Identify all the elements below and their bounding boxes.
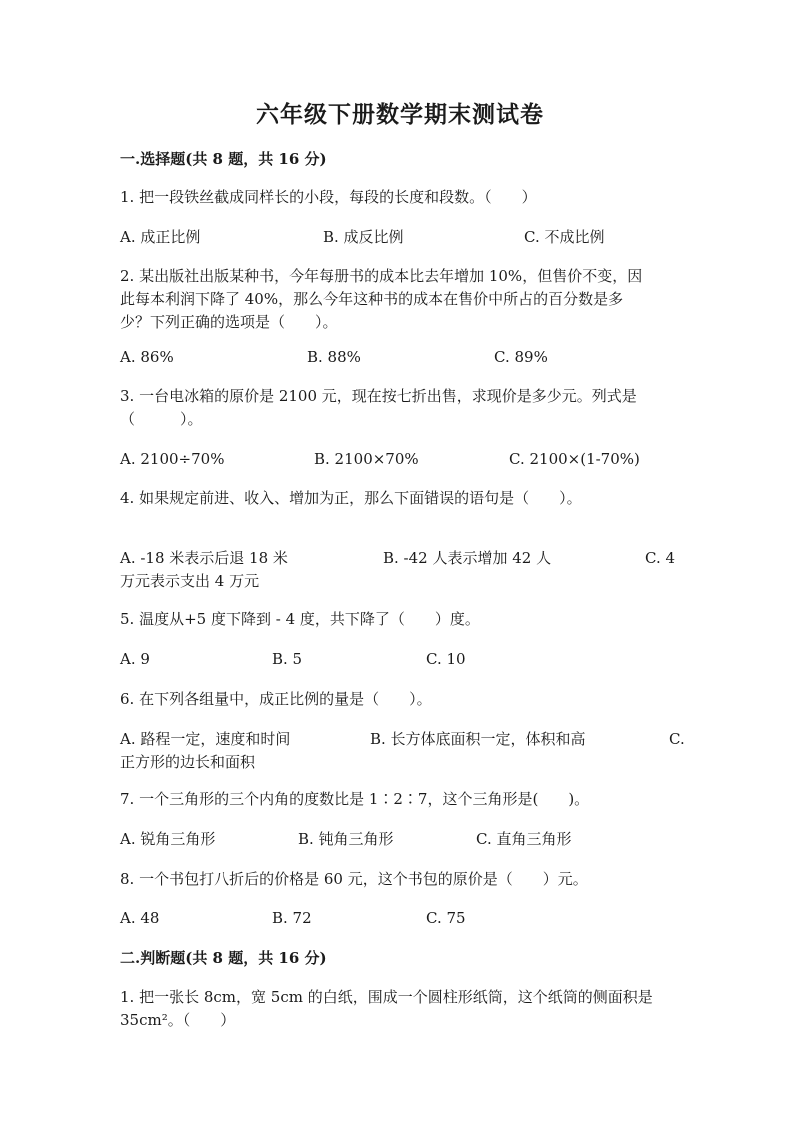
- question-7-option-b: B. 钝角三角形: [298, 830, 394, 848]
- question-4-option-b: B. -42 人表示增加 42 人: [383, 549, 552, 567]
- question-2-option-b: B. 88%: [307, 348, 361, 366]
- question-4-option-c: C. 4: [645, 549, 676, 567]
- question-6-option-c: C.: [669, 730, 685, 748]
- question-7-option-c: C. 直角三角形: [476, 830, 572, 848]
- question-7-option-a: A. 锐角三角形: [120, 830, 216, 848]
- question-6-option-c-continued: 正方形的边长和面积: [120, 753, 256, 771]
- question-2-option-a: A. 86%: [120, 348, 174, 366]
- judgement-question-1-text-line-1: 1. 把一张长 8cm，宽 5cm 的白纸，围成一个圆柱形纸筒，这个纸筒的侧面积是: [120, 988, 653, 1006]
- question-8-option-c: C. 75: [426, 909, 466, 927]
- question-1-option-a: A. 成正比例: [120, 228, 201, 246]
- question-4-option-c-continued: 万元表示支出 4 万元: [120, 572, 260, 590]
- question-2-text-line-1: 2. 某出版社出版某种书，今年每册书的成本比去年增加 10%，但售价不变，因: [120, 267, 643, 285]
- question-6-text: 6. 在下列各组量中，成正比例的量是（ ）。: [120, 690, 432, 708]
- judgement-question-1-text-line-2: 35cm²。（ ）: [120, 1011, 236, 1029]
- question-8-text: 8. 一个书包打八折后的价格是 60 元，这个书包的原价是（ ）元。: [120, 870, 588, 888]
- question-1-option-c: C. 不成比例: [524, 228, 605, 246]
- question-5-option-b: B. 5: [272, 650, 303, 668]
- question-4-text: 4. 如果规定前进、收入、增加为正，那么下面错误的语句是（ ）。: [120, 489, 582, 507]
- question-5-option-a: A. 9: [120, 650, 150, 668]
- question-3-option-b: B. 2100×70%: [314, 450, 419, 468]
- question-2-text-line-3: 少？下列正确的选项是（ ）。: [120, 313, 338, 331]
- question-5-option-c: C. 10: [426, 650, 466, 668]
- question-7-text: 7. 一个三角形的三个内角的度数比是 1∶2∶7，这个三角形是( )。: [120, 790, 590, 808]
- section-heading-judgement: 二.判断题(共 8 题，共 16 分): [120, 949, 327, 967]
- question-2-text-line-2: 此每本利润下降了 40%，那么今年这种书的成本在售价中所占的百分数是多: [120, 290, 624, 308]
- question-4-option-a: A. -18 米表示后退 18 米: [120, 549, 288, 567]
- question-6-option-a: A. 路程一定，速度和时间: [120, 730, 291, 748]
- question-5-text: 5. 温度从+5 度下降到 - 4 度，共下降了（ ）度。: [120, 610, 480, 628]
- question-6-option-b: B. 长方体底面积一定，体积和高: [370, 730, 586, 748]
- question-2-option-c: C. 89%: [494, 348, 548, 366]
- page-title: 六年级下册数学期末测试卷: [256, 101, 544, 128]
- question-8-option-b: B. 72: [272, 909, 312, 927]
- question-8-option-a: A. 48: [120, 909, 160, 927]
- question-1-option-b: B. 成反比例: [323, 228, 404, 246]
- question-1-text: 1. 把一段铁丝截成同样长的小段，每段的长度和段数。（ ）: [120, 188, 537, 206]
- section-heading-choice: 一.选择题(共 8 题，共 16 分): [120, 150, 327, 168]
- question-3-option-c: C. 2100×(1-70%): [509, 450, 640, 468]
- question-3-text-line-2: （ ）。: [120, 410, 203, 428]
- question-3-text-line-1: 3. 一台电冰箱的原价是 2100 元，现在按七折出售，求现价是多少元。列式是: [120, 387, 637, 405]
- question-3-option-a: A. 2100÷70%: [120, 450, 225, 468]
